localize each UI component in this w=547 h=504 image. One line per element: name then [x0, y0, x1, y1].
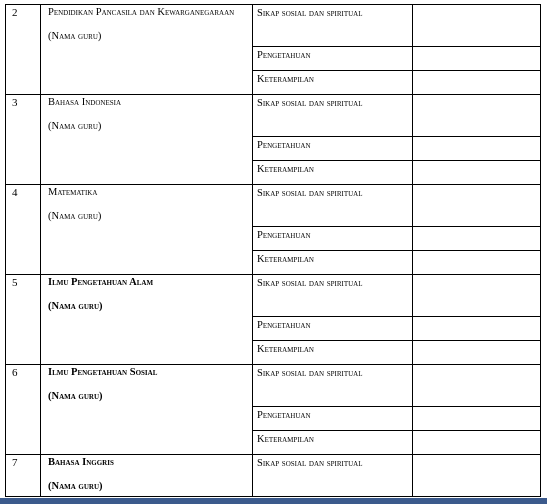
teacher-name: (Nama guru) [48, 211, 102, 222]
table-row [6, 185, 541, 227]
grade-cell[interactable] [413, 161, 541, 185]
table-row [6, 455, 541, 497]
subject-name: Pendidikan Pancasila dan Kewarganegaraan [48, 7, 235, 18]
aspect-cell: Sikap sosial dan spiritual [253, 5, 413, 47]
grade-cell[interactable] [413, 431, 541, 455]
aspect-cell: Sikap sosial dan spiritual [253, 95, 413, 137]
grade-cell[interactable] [413, 365, 541, 407]
aspect-cell: Sikap sosial dan spiritual [253, 185, 413, 227]
subject-cell [41, 185, 253, 275]
grade-cell[interactable] [413, 275, 541, 317]
table-row [6, 5, 541, 47]
row-number: 2 [6, 5, 41, 95]
subject-cell [41, 365, 253, 455]
subject-cell [41, 455, 253, 497]
aspect-cell: Sikap sosial dan spiritual [253, 365, 413, 407]
grade-cell[interactable] [413, 455, 541, 497]
aspect-cell: Keterampilan [253, 341, 413, 365]
table-row [6, 95, 541, 137]
subject-name: Matematika [48, 187, 98, 198]
subject-name: Ilmu Pengetahuan Sosial [48, 367, 158, 378]
subject-cell [41, 5, 253, 95]
subject-cell [41, 275, 253, 365]
table-row [6, 365, 541, 407]
grade-cell[interactable] [413, 71, 541, 95]
row-number: 6 [6, 365, 41, 455]
grade-cell[interactable] [413, 5, 541, 47]
aspect-cell: Pengetahuan [253, 47, 413, 71]
aspect-cell: Pengetahuan [253, 407, 413, 431]
footer-bar [0, 498, 547, 504]
grade-cell[interactable] [413, 185, 541, 227]
teacher-name: (Nama guru) [48, 301, 103, 312]
teacher-name: (Nama guru) [48, 481, 103, 492]
subject-name: Bahasa Indonesia [48, 97, 122, 108]
grade-cell[interactable] [413, 341, 541, 365]
subject-cell [41, 95, 253, 185]
grade-cell[interactable] [413, 251, 541, 275]
subject-name: Ilmu Pengetahuan Alam [48, 277, 154, 288]
grade-cell[interactable] [413, 407, 541, 431]
subject-name: Bahasa Inggris [48, 457, 114, 468]
aspect-cell: Keterampilan [253, 251, 413, 275]
table-row [6, 275, 541, 317]
teacher-name: (Nama guru) [48, 31, 102, 42]
grade-cell[interactable] [413, 227, 541, 251]
aspect-cell: Keterampilan [253, 161, 413, 185]
aspect-cell: Pengetahuan [253, 317, 413, 341]
row-number: 5 [6, 275, 41, 365]
teacher-name: (Nama guru) [48, 391, 103, 402]
aspect-cell: Pengetahuan [253, 137, 413, 161]
grade-cell[interactable] [413, 95, 541, 137]
grade-cell[interactable] [413, 317, 541, 341]
row-number: 7 [6, 455, 41, 497]
aspect-cell: Sikap sosial dan spiritual [253, 455, 413, 497]
aspect-cell: Sikap sosial dan spiritual [253, 275, 413, 317]
aspect-cell: Pengetahuan [253, 227, 413, 251]
row-number: 4 [6, 185, 41, 275]
grades-table [5, 4, 541, 497]
teacher-name: (Nama guru) [48, 121, 102, 132]
aspect-cell: Keterampilan [253, 71, 413, 95]
grade-cell[interactable] [413, 47, 541, 71]
row-number: 3 [6, 95, 41, 185]
aspect-cell: Keterampilan [253, 431, 413, 455]
grades-table-body [6, 5, 541, 497]
grade-cell[interactable] [413, 137, 541, 161]
